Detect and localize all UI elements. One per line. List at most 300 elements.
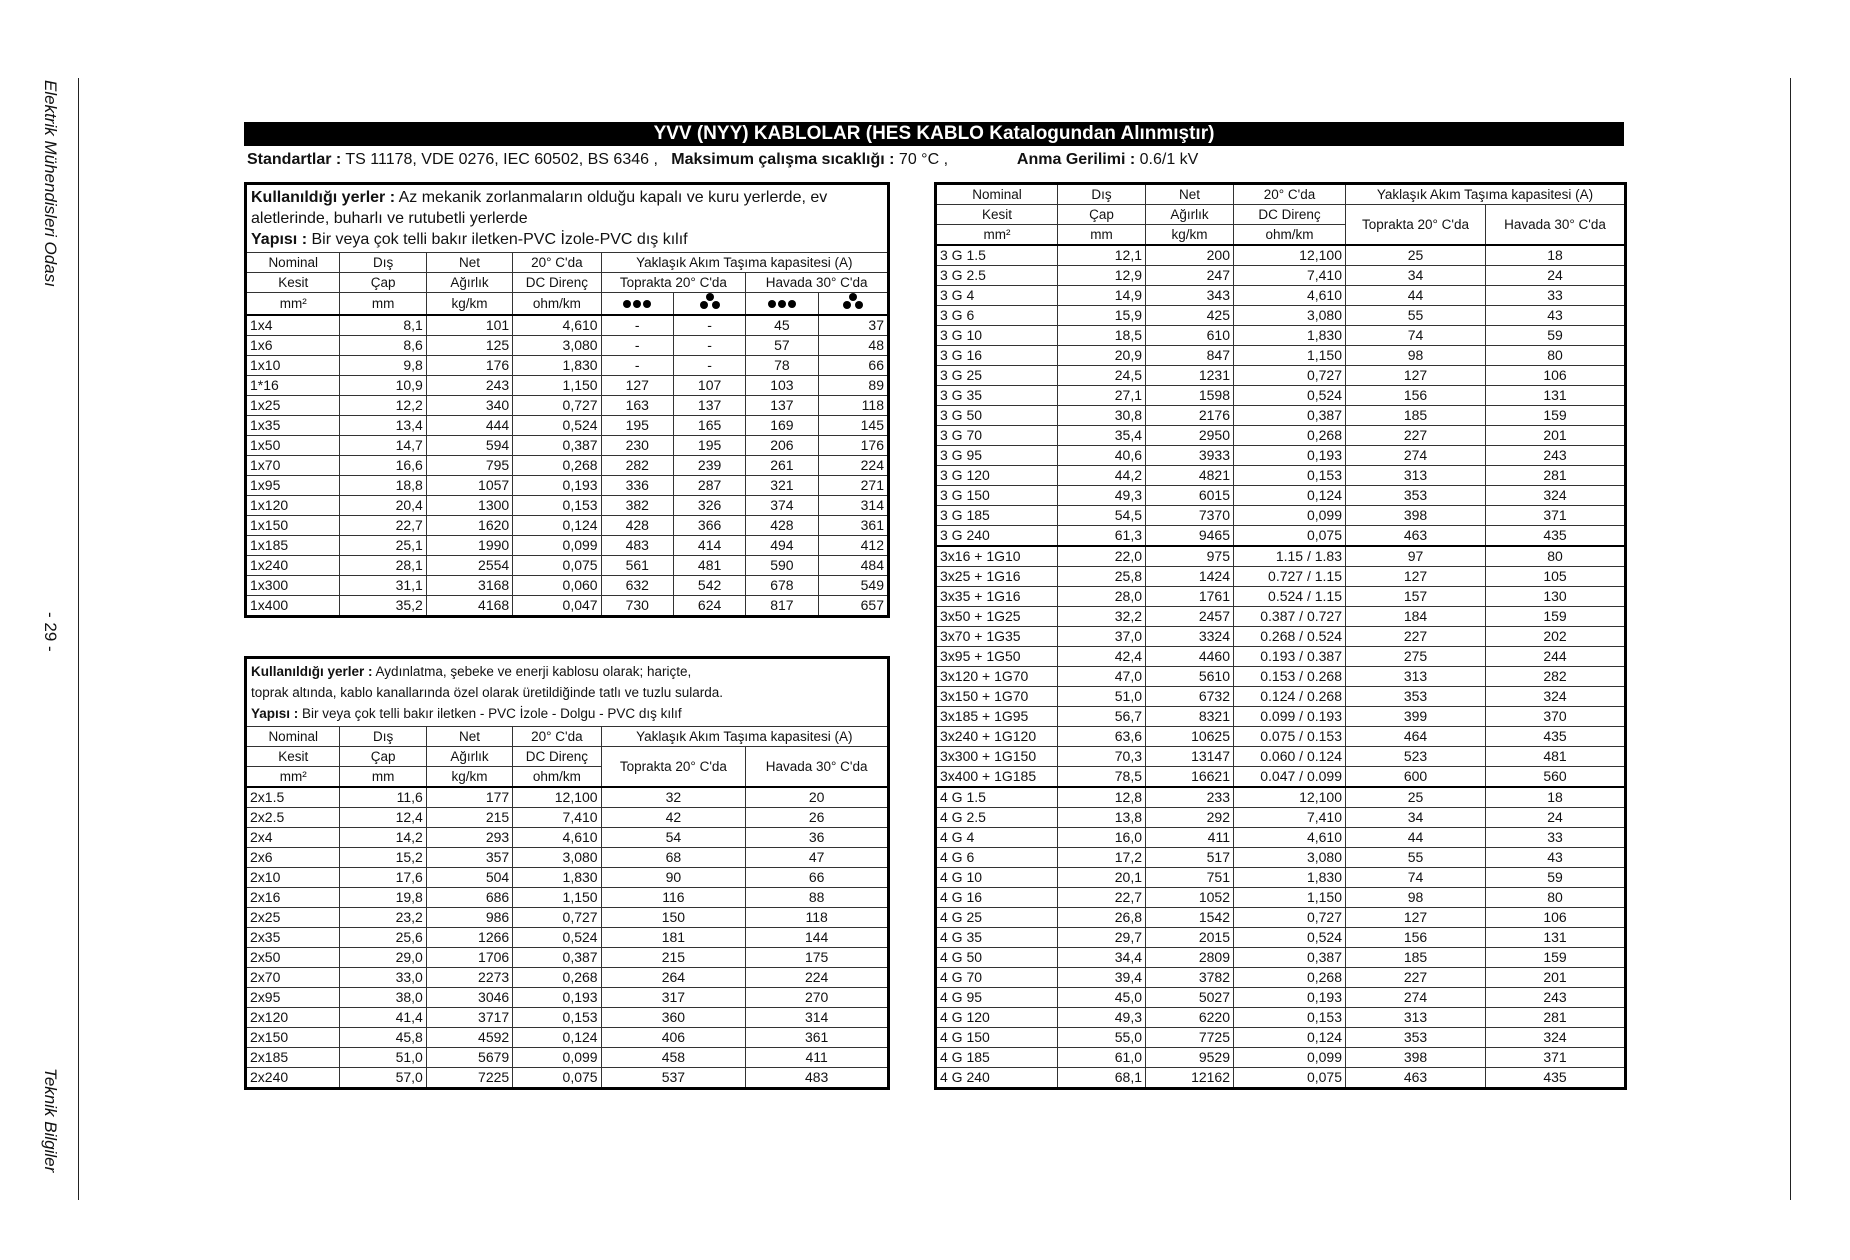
table-cell: 25 xyxy=(1346,245,1486,266)
table-cell: 202 xyxy=(1486,627,1626,647)
trefoil-formation-icon xyxy=(818,293,888,316)
max-temp-value: 70 °C , xyxy=(898,151,949,168)
table-cell: 12,9 xyxy=(1058,266,1146,286)
table-cell: 33 xyxy=(1486,286,1626,306)
table-cell: 398 xyxy=(1346,1048,1486,1068)
table-cell: 98 xyxy=(1346,346,1486,366)
table-cell: 22,7 xyxy=(1058,888,1146,908)
table-cell: 130 xyxy=(1486,587,1626,607)
table-cell: 1x70 xyxy=(246,456,340,476)
table-cell: 399 xyxy=(1346,707,1486,727)
table-cell: 549 xyxy=(818,576,888,596)
table-cell: 12,1 xyxy=(1058,245,1146,266)
table-cell: 317 xyxy=(601,988,746,1008)
table-cell: 17,2 xyxy=(1058,848,1146,868)
table-cell: 4 G 16 xyxy=(936,888,1058,908)
table-cell: 2x150 xyxy=(246,1028,340,1048)
col-toprakta: Toprakta 20° C'da xyxy=(601,747,746,788)
table-cell: 5610 xyxy=(1146,667,1234,687)
table-row xyxy=(936,346,1626,366)
table-row xyxy=(246,868,889,888)
table-cell: 1x120 xyxy=(246,496,340,516)
table-cell: 19,8 xyxy=(340,888,426,908)
usage-label: Kullanıldığı yerler : xyxy=(251,664,373,679)
table-cell: 14,7 xyxy=(340,436,426,456)
single-core-table xyxy=(244,182,890,618)
table-row xyxy=(936,286,1626,306)
table-cell: 26 xyxy=(746,808,889,828)
col-havada: Havada 30° C'da xyxy=(746,273,889,293)
table-cell: 13147 xyxy=(1146,747,1234,767)
table-cell: 0,387 xyxy=(1234,406,1346,426)
table-cell: 4 G 2.5 xyxy=(936,808,1058,828)
table-cell: 44 xyxy=(1346,286,1486,306)
table-cell: 2x2.5 xyxy=(246,808,340,828)
table-cell: 366 xyxy=(673,516,745,536)
table-cell: 270 xyxy=(746,988,889,1008)
table-cell: 31,1 xyxy=(340,576,426,596)
table-cell: 3x120 + 1G70 xyxy=(936,667,1058,687)
table-cell: 54 xyxy=(601,828,746,848)
table-cell: 215 xyxy=(426,808,512,828)
table-cell: 3x25 + 1G16 xyxy=(936,567,1058,587)
table-cell: 4 G 95 xyxy=(936,988,1058,1008)
table-row xyxy=(246,1068,889,1089)
table-row xyxy=(246,396,889,416)
table-cell: 22,0 xyxy=(1058,546,1146,567)
table-cell: 412 xyxy=(818,536,888,556)
col-kesit: Kesit xyxy=(246,747,340,767)
table-cell: 0,387 xyxy=(1234,948,1346,968)
table-cell: 68,1 xyxy=(1058,1068,1146,1089)
table-row xyxy=(936,326,1626,346)
table-cell: 1424 xyxy=(1146,567,1234,587)
table-cell: 2x16 xyxy=(246,888,340,908)
table-cell: 428 xyxy=(601,516,673,536)
table-row xyxy=(936,908,1626,928)
table-cell: 200 xyxy=(1146,245,1234,266)
table-cell: 0,153 xyxy=(1234,466,1346,486)
col-cap: Çap xyxy=(340,747,426,767)
table-cell: - xyxy=(601,315,673,336)
table-cell: 0.099 / 0.193 xyxy=(1234,707,1346,727)
table-cell: 343 xyxy=(1146,286,1234,306)
table-cell: 127 xyxy=(1346,567,1486,587)
table-cell: 1300 xyxy=(426,496,512,516)
table-cell: 12162 xyxy=(1146,1068,1234,1089)
table-cell: 481 xyxy=(1486,747,1626,767)
table-cell: 3717 xyxy=(426,1008,512,1028)
table-cell: 28,0 xyxy=(1058,587,1146,607)
table-cell: 281 xyxy=(1486,1008,1626,1028)
table-cell: 16,0 xyxy=(1058,828,1146,848)
table-cell: 464 xyxy=(1346,727,1486,747)
table-row xyxy=(936,687,1626,707)
table-cell: 0,193 xyxy=(1234,446,1346,466)
table-cell: 1x150 xyxy=(246,516,340,536)
table-cell: 55 xyxy=(1346,848,1486,868)
table-cell: 97 xyxy=(1346,546,1486,567)
table-cell: 163 xyxy=(601,396,673,416)
rated-voltage-label: Anma Gerilimi : xyxy=(1016,151,1136,168)
table-row xyxy=(246,416,889,436)
table-cell: 39,4 xyxy=(1058,968,1146,988)
page-title: YVV (NYY) KABLOLAR (HES KABLO Katalogundan Alınmıştır) xyxy=(244,122,1624,146)
table-cell: 88 xyxy=(746,888,889,908)
table-cell: 2176 xyxy=(1146,406,1234,426)
table-cell: 28,1 xyxy=(340,556,426,576)
col-unit-mm2: mm² xyxy=(246,767,340,788)
table-cell: 12,8 xyxy=(1058,787,1146,808)
table-cell: 0.524 / 1.15 xyxy=(1234,587,1346,607)
table-cell: 353 xyxy=(1346,486,1486,506)
table-cell: 7,410 xyxy=(513,808,601,828)
table-cell: 3 G 10 xyxy=(936,326,1058,346)
table-cell: 4,610 xyxy=(1234,828,1346,848)
table-cell: 1x300 xyxy=(246,576,340,596)
table-cell: 9465 xyxy=(1146,526,1234,547)
table-cell: 2x240 xyxy=(246,1068,340,1089)
table-cell: 176 xyxy=(426,356,512,376)
table-cell: 986 xyxy=(426,908,512,928)
two-core-table xyxy=(244,656,890,1090)
table-row xyxy=(246,496,889,516)
table-cell: 847 xyxy=(1146,346,1234,366)
table-cell: 30,8 xyxy=(1058,406,1146,426)
table-cell: 131 xyxy=(1486,928,1626,948)
table-cell: 483 xyxy=(746,1068,889,1089)
table-cell: 3 G 70 xyxy=(936,426,1058,446)
table-cell: 66 xyxy=(818,356,888,376)
table-cell: 458 xyxy=(601,1048,746,1068)
table-cell: 227 xyxy=(1346,968,1486,988)
usage-text: Az mekanik zorlanmaların olduğu kapalı ve kuru yerlerde, ev aletlerinde, buharlı ve rutubetli yerlerde xyxy=(251,189,828,227)
table-cell: 20 xyxy=(746,787,889,808)
table-cell: 287 xyxy=(673,476,745,496)
table-cell: 233 xyxy=(1146,787,1234,808)
table-cell: 3 G 35 xyxy=(936,386,1058,406)
table-cell: 127 xyxy=(1346,366,1486,386)
table-cell: 78 xyxy=(746,356,818,376)
table-cell: 239 xyxy=(673,456,745,476)
table-row xyxy=(936,607,1626,627)
table-cell: 8321 xyxy=(1146,707,1234,727)
table-cell: - xyxy=(601,336,673,356)
table-cell: 4 G 150 xyxy=(936,1028,1058,1048)
table-cell: 0,268 xyxy=(1234,968,1346,988)
table-cell: 0,075 xyxy=(1234,526,1346,547)
table-cell: 8,1 xyxy=(340,315,426,336)
table-cell: 271 xyxy=(818,476,888,496)
table-cell: 542 xyxy=(673,576,745,596)
table-cell: 0.268 / 0.524 xyxy=(1234,627,1346,647)
table-cell: 0,099 xyxy=(513,1048,601,1068)
table-cell: 0,193 xyxy=(513,988,601,1008)
table-row xyxy=(246,787,889,808)
table-cell: 44 xyxy=(1346,828,1486,848)
table-cell: 361 xyxy=(746,1028,889,1048)
table-cell: 0.387 / 0.727 xyxy=(1234,607,1346,627)
table-row xyxy=(936,707,1626,727)
table-row xyxy=(246,556,889,576)
table-cell: 264 xyxy=(601,968,746,988)
table-cell: 594 xyxy=(426,436,512,456)
table-cell: 56,7 xyxy=(1058,707,1146,727)
col-toprakta: Toprakta 20° C'da xyxy=(601,273,746,293)
table-cell: 10,9 xyxy=(340,376,426,396)
table-cell: 314 xyxy=(818,496,888,516)
table-cell: 0,153 xyxy=(1234,1008,1346,1028)
side-page-number: - 29 - xyxy=(41,612,60,652)
table-cell: - xyxy=(673,356,745,376)
table-cell: 3 G 95 xyxy=(936,446,1058,466)
table-cell: 29,7 xyxy=(1058,928,1146,948)
table-cell: 15,2 xyxy=(340,848,426,868)
usage-text: Aydınlatma, şebeke ve enerji kablosu olarak; hariçte, xyxy=(375,664,692,679)
col-nominal: Nominal xyxy=(936,184,1058,205)
table-cell: 2273 xyxy=(426,968,512,988)
table-cell: 5679 xyxy=(426,1048,512,1068)
table-row xyxy=(936,506,1626,526)
table-cell: 281 xyxy=(1486,466,1626,486)
table-cell: 137 xyxy=(673,396,745,416)
table-cell: 98 xyxy=(1346,888,1486,908)
table-cell: 68 xyxy=(601,848,746,868)
table-cell: 24 xyxy=(1486,266,1626,286)
table-cell: 0.193 / 0.387 xyxy=(1234,647,1346,667)
table-cell: 0,075 xyxy=(513,1068,601,1089)
table-cell: 159 xyxy=(1486,607,1626,627)
table-cell: 49,3 xyxy=(1058,486,1146,506)
table-cell: 20,4 xyxy=(340,496,426,516)
table-cell: 1x10 xyxy=(246,356,340,376)
table-row xyxy=(936,848,1626,868)
table-cell: 3 G 1.5 xyxy=(936,245,1058,266)
table-cell: 1x400 xyxy=(246,596,340,617)
table-cell: 26,8 xyxy=(1058,908,1146,928)
col-20c: 20° C'da xyxy=(1234,184,1346,205)
table-cell: 411 xyxy=(1146,828,1234,848)
table-cell: 1620 xyxy=(426,516,512,536)
table-cell: 657 xyxy=(818,596,888,617)
table-row xyxy=(936,1048,1626,1068)
table-cell: 483 xyxy=(601,536,673,556)
table-cell: 1.15 / 1.83 xyxy=(1234,546,1346,567)
table-cell: 195 xyxy=(601,416,673,436)
table-cell: 2x1.5 xyxy=(246,787,340,808)
table-cell: 24,5 xyxy=(1058,366,1146,386)
table-row xyxy=(936,446,1626,466)
table-cell: 0,387 xyxy=(513,948,601,968)
table-row xyxy=(936,1068,1626,1089)
table-cell: 3x300 + 1G150 xyxy=(936,747,1058,767)
table-cell: 20,1 xyxy=(1058,868,1146,888)
table-cell: 686 xyxy=(426,888,512,908)
col-net: Net xyxy=(426,253,512,273)
col-cap: Çap xyxy=(1058,205,1146,225)
side-org-name: Elektrik Mühendisleri Odası xyxy=(41,80,60,287)
table-cell: 59 xyxy=(1486,868,1626,888)
table-cell: 0,124 xyxy=(1234,486,1346,506)
table-cell: 274 xyxy=(1346,988,1486,1008)
col-dc: DC Direnç xyxy=(513,747,601,767)
table-cell: 61,0 xyxy=(1058,1048,1146,1068)
table-row xyxy=(936,828,1626,848)
table-cell: 2x50 xyxy=(246,948,340,968)
col-unit-mm: mm xyxy=(340,767,426,788)
col-dis: Dış xyxy=(340,253,426,273)
rated-voltage-value: 0.6/1 kV xyxy=(1139,151,1199,168)
table-cell: 2457 xyxy=(1146,607,1234,627)
structure-label: Yapısı : xyxy=(251,231,308,248)
table-cell: 0,193 xyxy=(513,476,601,496)
table-row xyxy=(936,808,1626,828)
table-cell: 25,1 xyxy=(340,536,426,556)
table-row xyxy=(936,747,1626,767)
table-cell: 371 xyxy=(1486,1048,1626,1068)
table-cell: 59 xyxy=(1486,326,1626,346)
table-cell: 357 xyxy=(426,848,512,868)
table-cell: 2x70 xyxy=(246,968,340,988)
standards-label: Standartlar : xyxy=(247,151,342,168)
table-cell: 435 xyxy=(1486,727,1626,747)
table-cell: 105 xyxy=(1486,567,1626,587)
table-cell: 0,153 xyxy=(513,1008,601,1028)
table-cell: 137 xyxy=(746,396,818,416)
table-cell: 145 xyxy=(818,416,888,436)
table-cell: 20,9 xyxy=(1058,346,1146,366)
table-cell: 324 xyxy=(1486,1028,1626,1048)
table-cell: 157 xyxy=(1346,587,1486,607)
table-cell: 3782 xyxy=(1146,968,1234,988)
col-dc: DC Direnç xyxy=(1234,205,1346,225)
multi-core-table xyxy=(934,182,1627,1090)
table-cell: 0,124 xyxy=(1234,1028,1346,1048)
table-cell: 48 xyxy=(818,336,888,356)
table-cell: 414 xyxy=(673,536,745,556)
table-cell: 561 xyxy=(601,556,673,576)
table-cell: 1231 xyxy=(1146,366,1234,386)
table-cell: 61,3 xyxy=(1058,526,1146,547)
flat-formation-icon xyxy=(601,293,673,316)
table-cell: 3,080 xyxy=(1234,848,1346,868)
table-cell: 484 xyxy=(818,556,888,576)
table-cell: 125 xyxy=(426,336,512,356)
table-cell: 16,6 xyxy=(340,456,426,476)
table-cell: 37 xyxy=(818,315,888,336)
col-agirlik: Ağırlık xyxy=(426,273,512,293)
table-cell: 201 xyxy=(1486,426,1626,446)
table-cell: 3046 xyxy=(426,988,512,1008)
table-cell: 29,0 xyxy=(340,948,426,968)
table-cell: 33 xyxy=(1486,828,1626,848)
table-row xyxy=(936,306,1626,326)
table-cell: 7,410 xyxy=(1234,808,1346,828)
table-cell: 0,099 xyxy=(1234,506,1346,526)
table-cell: 292 xyxy=(1146,808,1234,828)
table-cell: 4 G 120 xyxy=(936,1008,1058,1028)
table-cell: 3324 xyxy=(1146,627,1234,647)
col-current-capacity: Yaklaşık Akım Taşıma kapasitesi (A) xyxy=(1346,184,1626,205)
table-cell: 517 xyxy=(1146,848,1234,868)
table-cell: 25 xyxy=(1346,787,1486,808)
table-cell: 159 xyxy=(1486,406,1626,426)
table-cell: 14,9 xyxy=(1058,286,1146,306)
trefoil-formation-icon xyxy=(673,293,745,316)
table-cell: 3x185 + 1G95 xyxy=(936,707,1058,727)
table-cell: 4 G 35 xyxy=(936,928,1058,948)
table-row xyxy=(246,596,889,617)
table-cell: 324 xyxy=(1486,687,1626,707)
table-cell: 12,2 xyxy=(340,396,426,416)
table-cell: 80 xyxy=(1486,888,1626,908)
table-cell: 2554 xyxy=(426,556,512,576)
col-net: Net xyxy=(1146,184,1234,205)
table-cell: 9529 xyxy=(1146,1048,1234,1068)
table-cell: 398 xyxy=(1346,506,1486,526)
table-cell: 444 xyxy=(426,416,512,436)
table-cell: 0,727 xyxy=(513,396,601,416)
table-cell: 590 xyxy=(746,556,818,576)
table-cell: 7370 xyxy=(1146,506,1234,526)
table-cell: 0.727 / 1.15 xyxy=(1234,567,1346,587)
table-cell: 3 G 120 xyxy=(936,466,1058,486)
table-cell: 34,4 xyxy=(1058,948,1146,968)
table-cell: 1598 xyxy=(1146,386,1234,406)
table-cell: 4821 xyxy=(1146,466,1234,486)
table-row xyxy=(246,1028,889,1048)
table-cell: 34 xyxy=(1346,266,1486,286)
structure-label: Yapısı : xyxy=(251,706,299,721)
table-row xyxy=(246,928,889,948)
table-cell: 1,830 xyxy=(1234,326,1346,346)
table-cell: 206 xyxy=(746,436,818,456)
table-cell: 261 xyxy=(746,456,818,476)
table-cell: 169 xyxy=(746,416,818,436)
col-agirlik: Ağırlık xyxy=(426,747,512,767)
table-cell: 3 G 50 xyxy=(936,406,1058,426)
table-cell: 1x95 xyxy=(246,476,340,496)
table-cell: 47,0 xyxy=(1058,667,1146,687)
table-row xyxy=(936,787,1626,808)
col-current-capacity: Yaklaşık Akım Taşıma kapasitesi (A) xyxy=(601,253,888,273)
table-cell: 3x16 + 1G10 xyxy=(936,546,1058,567)
table-cell: 45 xyxy=(746,315,818,336)
table-cell: 975 xyxy=(1146,546,1234,567)
table-row xyxy=(246,808,889,828)
table-cell: 282 xyxy=(601,456,673,476)
table-row xyxy=(936,1008,1626,1028)
table-cell: 340 xyxy=(426,396,512,416)
table-cell: 3x70 + 1G35 xyxy=(936,627,1058,647)
col-kesit: Kesit xyxy=(936,205,1058,225)
table-cell: 35,2 xyxy=(340,596,426,617)
table-cell: 4,610 xyxy=(513,828,601,848)
table-cell: 27,1 xyxy=(1058,386,1146,406)
table-row xyxy=(936,406,1626,426)
table-cell: 0,524 xyxy=(513,416,601,436)
col-current-capacity: Yaklaşık Akım Taşıma kapasitesi (A) xyxy=(601,727,888,747)
table-cell: 0,060 xyxy=(513,576,601,596)
table-cell: 751 xyxy=(1146,868,1234,888)
table-cell: 600 xyxy=(1346,767,1486,788)
table-cell: 3 G 150 xyxy=(936,486,1058,506)
col-unit-mm: mm xyxy=(340,293,426,316)
table-row xyxy=(246,576,889,596)
table-cell: 537 xyxy=(601,1068,746,1089)
table-cell: 230 xyxy=(601,436,673,456)
table-cell: 313 xyxy=(1346,667,1486,687)
